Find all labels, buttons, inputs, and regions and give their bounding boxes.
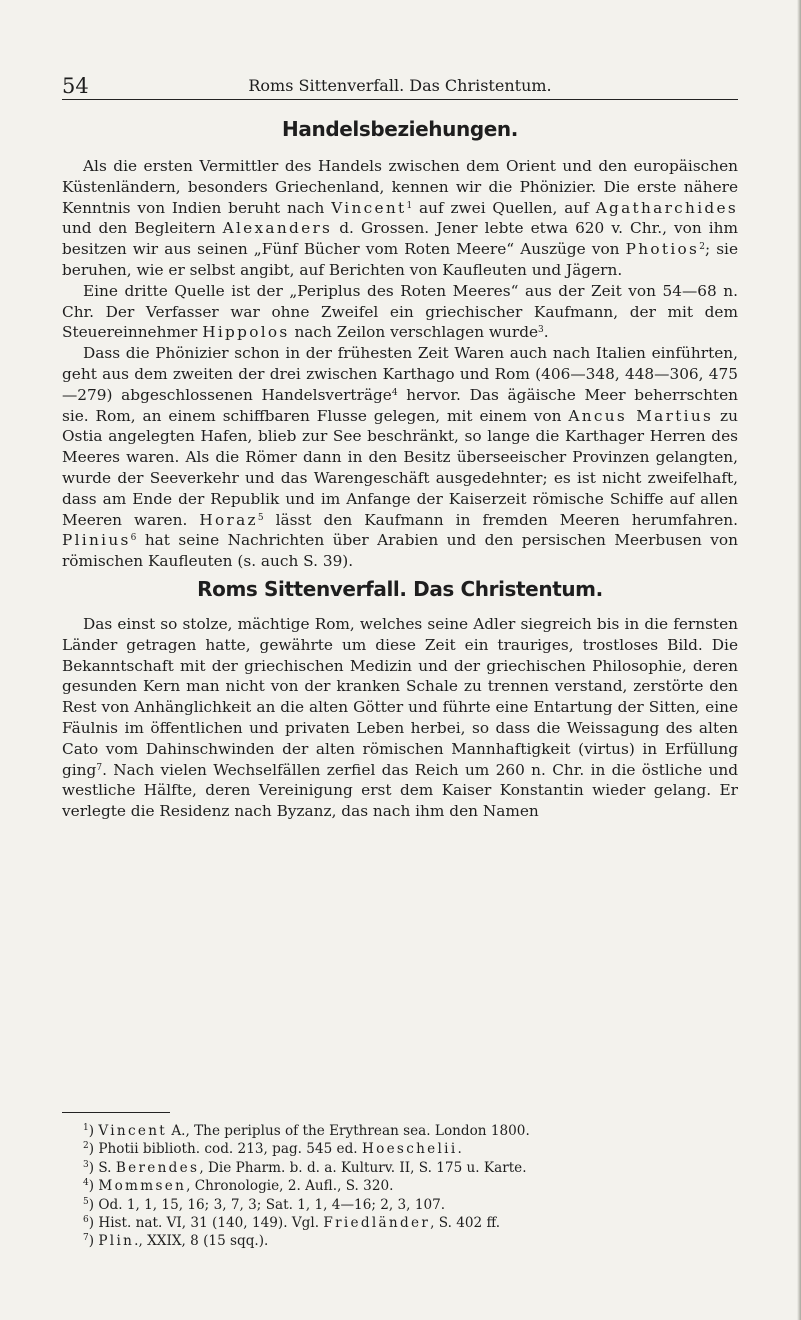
footnote-ref: 3	[538, 325, 544, 336]
footnote: $^1$) Vincent A., The periplus of the Erythrean sea. London 1800.	[83, 1123, 530, 1139]
footnote: $^3$) S. Berendes, Die Pharm. b. d. a. Kulturv. II, S. 175 u. Karte.	[83, 1159, 527, 1176]
header-rule	[62, 99, 738, 100]
footnotes	[62, 1122, 738, 1251]
section-heading-sittenverfall: Roms Sittenverfall. Das Christentum.	[197, 576, 603, 601]
footnote: $^5$) Od. 1, 1, 15, 16; 3, 7, 3; Sat. 1, 1, 4—16; 2, 3, 107.	[83, 1196, 446, 1213]
footnote: $^6$) Hist. nat. VI, 31 (140, 149). Vgl. Friedländer, S. 402 ff.	[83, 1215, 501, 1232]
footnote-ref: 7	[96, 762, 103, 773]
paragraph: Das einst so stolze, mächtige Rom, welches seine Adler siegreich bis in die fernsten Länder getragen hatte, gewährte um diese Zeit ein trauriges, trostloses Bild. Die Bekanntschaft mit der griechischen Medizin und der griechischen Philosophie, deren gesunden Kern man nicht von der kranken Schale zu trennen verstand, zerstörte den Rest von Anhänglichkeit an die alten Götter und führte eine Entartung der Sitten, eine Fäulnis im öffentlichen und privaten Leben herbei, so dass die Weissagung des alten Cato vom Dahinschwinden der alten römischen Mannhaftigkeit (virtus) in Erfüllung ging$^7$. Nach vielen Wechselfällen zerfiel das Reich um 260 n. Chr. in die östliche und westliche Hälfte, deren Vereinigung erst dem Kaiser Konstantin wieder gelang. Er verlegte die Residenz nach Byzanz, das nach ihm den Namen	[62, 614, 738, 821]
page-header	[62, 74, 738, 100]
paragraph: Dass die Phönizier schon in der frühesten Zeit Waren auch nach Italien einführten, geht aus dem zweiten der drei zwischen Karthago und Rom (406—348, 448—306, 475—279) abgeschlossenen Handelsverträge$^4$ hervor. Das ägäische Meer beherrschten sie. Rom, an einem schiffbaren Flusse gelegen, mit einem von Ancus Martius zu Ostia angelegten Hafen, blieb zur See beschränkt, so lange die Karthager Herren des Meeres waren. Als die Römer dann in den Besitz überseeischer Provinzen gelangten, wurde der Seeverkehr und das Warengeschäft ausgedehnter; es ist nicht zweifelhaft, dass am Ende der Republik und im Anfange der Kaiserzeit römische Schiffe auf allen Meeren waren. Horaz$^5$ lässt den Kaufmann in fremden Meeren herumfahren. Plinius$^6$ hat seine Nachrichten über Arabien und den persischen Meerbusen von römischen Kaufleuten (s. auch S. 39).	[62, 344, 738, 571]
footnote: $^7$) Plin., XXIX, 8 (15 sqq.).	[83, 1233, 269, 1250]
footnote: $^4$) Mommsen, Chronologie, 2. Aufl., S. 320.	[83, 1178, 394, 1195]
footnote-ref: 1	[406, 200, 413, 211]
footnote: $^2$) Photii biblioth. cod. 213, pag. 545 ed. Hoeschelii.	[83, 1141, 462, 1158]
paragraph: Als die ersten Vermittler des Handels zwischen dem Orient und den europäischen Küstenländern, besonders Griechenland, kennen wir die Phönizier. Die erste nähere Kenntnis von Indien beruht nach Vincent$^1$ auf zwei Quellen, auf Agatharchides und den Begleitern Alexanders d. Grossen. Jener lebte etwa 620 v. Chr., von ihm besitzen wir aus seinen „Fünf Bücher vom Roten Meere“ Auszüge von Photios$^2$; sie beruhen, wie er selbst angibt, auf Berichten von Kaufleuten und Jägern.	[62, 157, 738, 279]
main-text	[62, 116, 738, 822]
section-heading-handelsbeziehungen: Handelsbeziehungen.	[282, 117, 518, 141]
footnote-ref: 6	[130, 533, 137, 544]
page-edge-shadow	[797, 0, 801, 1320]
footnote-ref: 2	[699, 242, 705, 253]
footnote-rule	[62, 1112, 170, 1113]
running-title: Roms Sittenverfall. Das Christentum.	[248, 76, 552, 95]
footnote-ref: 5	[257, 512, 264, 523]
paragraph: Eine dritte Quelle ist der „Periplus des Roten Meeres“ aus der Zeit von 54—68 n. Chr. Der Verfasser war ohne Zweifel ein griechischer Kaufmann, der mit dem Steuereinnehmer Hippolos nach Zeilon verschlagen wurde$^3$.	[62, 281, 738, 342]
page-number: 54	[62, 74, 89, 98]
footnote-ref: 4	[391, 387, 398, 398]
